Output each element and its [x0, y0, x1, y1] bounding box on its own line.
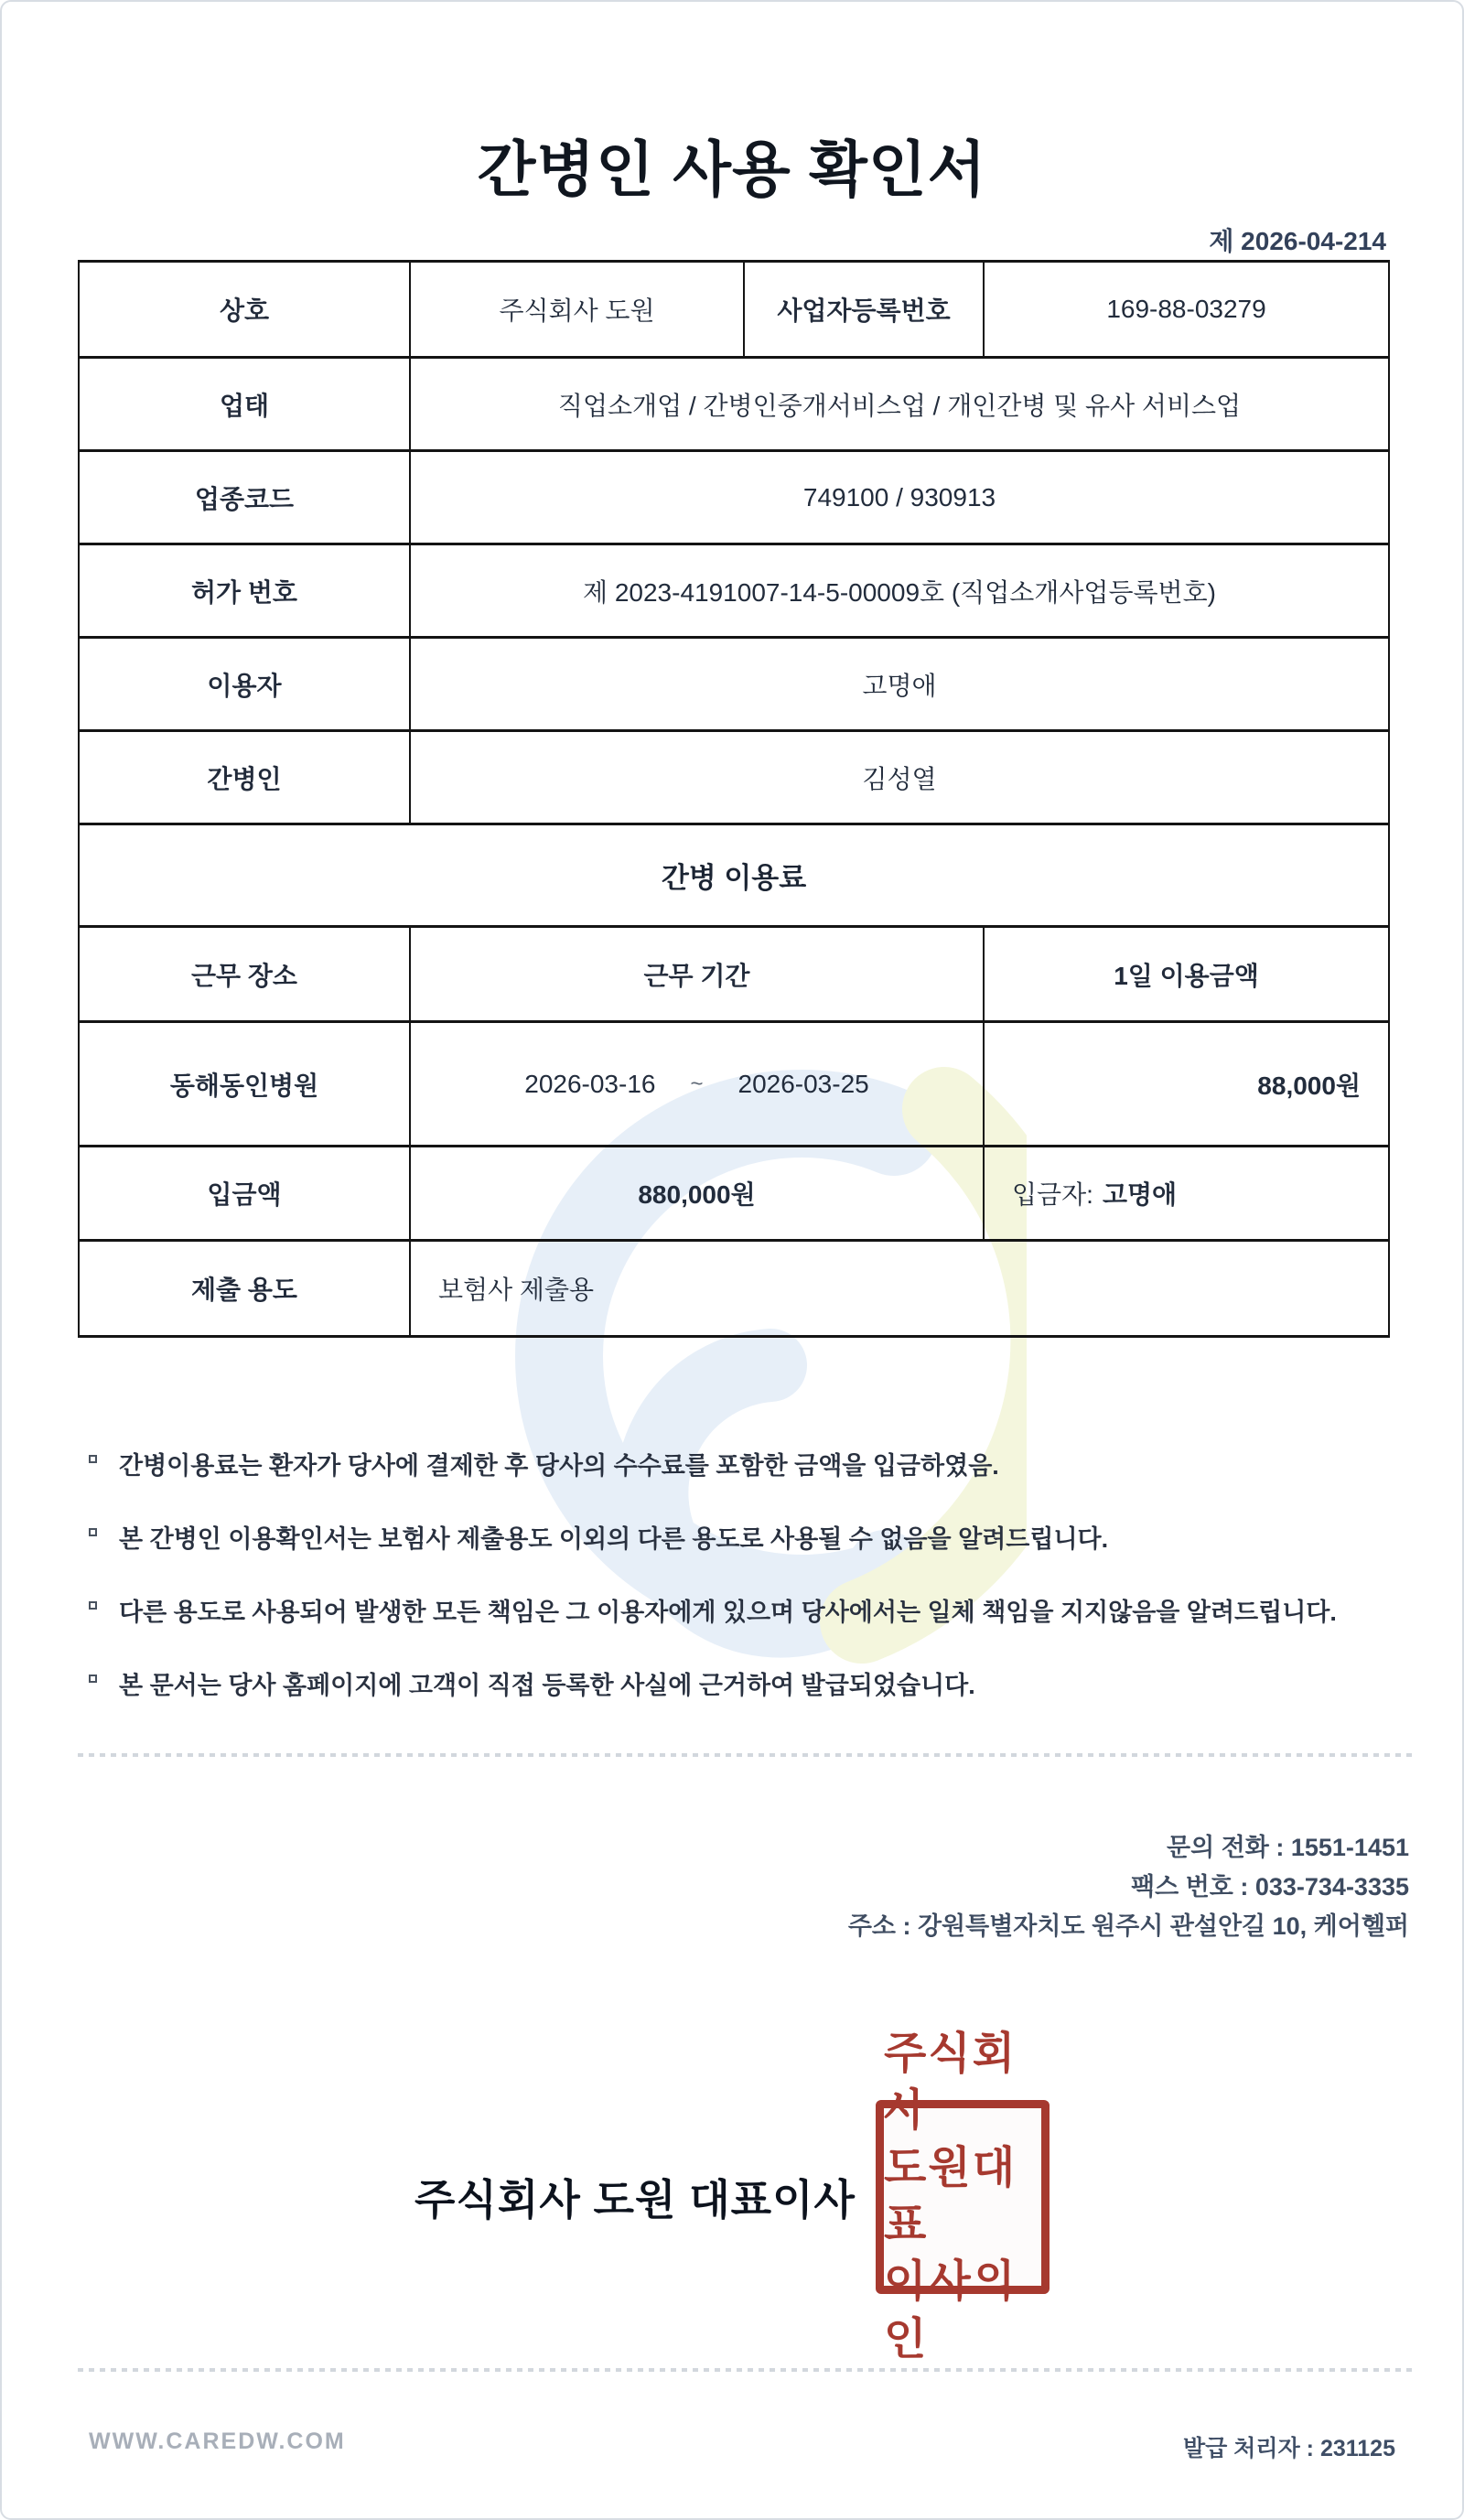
note-item-3	[89, 1592, 1337, 1628]
business-reg-value: 169-88-03279	[983, 263, 1388, 356]
work-period-value	[409, 1023, 983, 1145]
footer-issuer: 발급 처리자 : 231125	[1183, 2436, 1395, 2461]
industry-code-value: 749100 / 930913	[409, 452, 1388, 543]
stamp-line-2: 도원대표	[883, 2143, 1017, 2249]
table-row-permit-number	[80, 543, 1388, 636]
contact-block	[848, 1828, 1409, 1946]
document-content	[2, 2, 1462, 2518]
industry-code-label: 업종코드	[194, 484, 295, 513]
table-row-fee-data	[80, 1020, 1388, 1145]
permit-number-label: 허가 번호	[191, 577, 297, 607]
table-row-user	[80, 636, 1388, 729]
table-row-industry-code	[80, 449, 1388, 543]
table-section-fee-title	[80, 823, 1388, 925]
ceo-signature-text: 주식회사 도원 대표이사	[414, 2176, 856, 2224]
note-text: 다른 용도로 사용되어 발생한 모든 책임은 그 이용자에게 있으며 당사에서는 일체 책임을 지지않음을 알려드립니다.	[119, 1599, 1337, 1626]
contact-fax: 팩스 번호 : 033-734-3335	[1131, 1873, 1409, 1901]
purpose-label: 제출 용도	[191, 1276, 297, 1304]
contact-address: 주소 : 강원특별자치도 원주시 관설안길 10, 케어헬퍼	[847, 1912, 1409, 1940]
table-row-deposit	[80, 1145, 1388, 1239]
signature-block	[2, 2029, 1462, 2364]
note-text: 간병이용료는 환자가 당사에 결제한 후 당사의 수수료를 포함한 금액을 입금하였음.	[119, 1452, 999, 1480]
deposit-label: 입금액	[207, 1180, 282, 1209]
business-reg-label: 사업자등록번호	[743, 263, 983, 356]
dashed-divider-bottom	[78, 2368, 1413, 2372]
company-name-value: 주식회사 도원	[409, 263, 743, 356]
dashed-divider-top	[78, 1753, 1413, 1757]
caregiver-label: 간병인	[207, 764, 282, 793]
deposit-amount: 880,000원	[409, 1147, 983, 1239]
permit-number-value: 제 2023-4191007-14-5-00009호 (직업소개사업등록번호)	[409, 545, 1388, 636]
daily-fee-value: 88,000원	[983, 1023, 1388, 1145]
table-row-purpose	[80, 1239, 1388, 1335]
work-place-value: 동해동인병원	[169, 1071, 319, 1100]
note-item-1	[89, 1446, 1337, 1481]
depositor-name: 고명애	[1102, 1180, 1178, 1209]
document-number: 제 2026-04-214	[1209, 227, 1386, 255]
business-type-label: 업태	[219, 391, 270, 420]
page-title: 간병인 사용 확인서	[477, 135, 987, 203]
square-bullet-icon	[89, 1455, 97, 1463]
stamp-line-3: 이사의인	[883, 2257, 1017, 2364]
daily-fee-header: 1일 이용금액	[983, 928, 1388, 1020]
user-value: 고명애	[409, 639, 1388, 729]
table-row-business-type	[80, 356, 1388, 449]
depositor-cell	[983, 1147, 1388, 1239]
fee-section-title: 간병 이용료	[661, 862, 807, 894]
table-row-fee-header	[80, 925, 1388, 1020]
corporate-seal-stamp	[876, 2029, 1050, 2364]
table-row-company	[80, 263, 1388, 356]
period-start-date: 2026-03-16	[524, 1069, 656, 1098]
footer-website: WWW.CAREDW.COM	[89, 2428, 346, 2454]
business-type-value: 직업소개업 / 간병인중개서비스업 / 개인간병 및 유사 서비스업	[409, 359, 1388, 449]
contact-phone: 문의 전화 : 1551-1451	[1167, 1834, 1409, 1861]
note-text: 본 문서는 당사 홈페이지에 고객이 직접 등록한 사실에 근거하여 발급되었습니다.	[119, 1672, 975, 1699]
depositor-label: 입금자:	[1012, 1180, 1093, 1209]
user-label: 이용자	[207, 671, 282, 700]
note-item-2	[89, 1519, 1337, 1555]
period-tilde: ~	[690, 1071, 704, 1096]
note-item-4	[89, 1665, 1337, 1701]
work-place-header: 근무 장소	[191, 961, 297, 990]
caregiver-value: 김성열	[409, 732, 1388, 823]
square-bullet-icon	[89, 1675, 97, 1683]
note-text: 본 간병인 이용확인서는 보험사 제출용도 이외의 다른 용도로 사용될 수 없음을 알려드립니다.	[119, 1525, 1109, 1553]
square-bullet-icon	[89, 1601, 97, 1610]
notes-list	[89, 1446, 1337, 1739]
period-end-date: 2026-03-25	[737, 1069, 869, 1098]
square-bullet-icon	[89, 1528, 97, 1536]
work-period-header: 근무 기간	[409, 928, 983, 1020]
info-table	[78, 260, 1390, 1338]
stamp-line-1: 주식회사	[883, 2029, 1017, 2136]
company-name-label: 상호	[219, 296, 270, 325]
table-row-caregiver	[80, 729, 1388, 823]
purpose-value: 보험사 제출용	[409, 1242, 1388, 1335]
